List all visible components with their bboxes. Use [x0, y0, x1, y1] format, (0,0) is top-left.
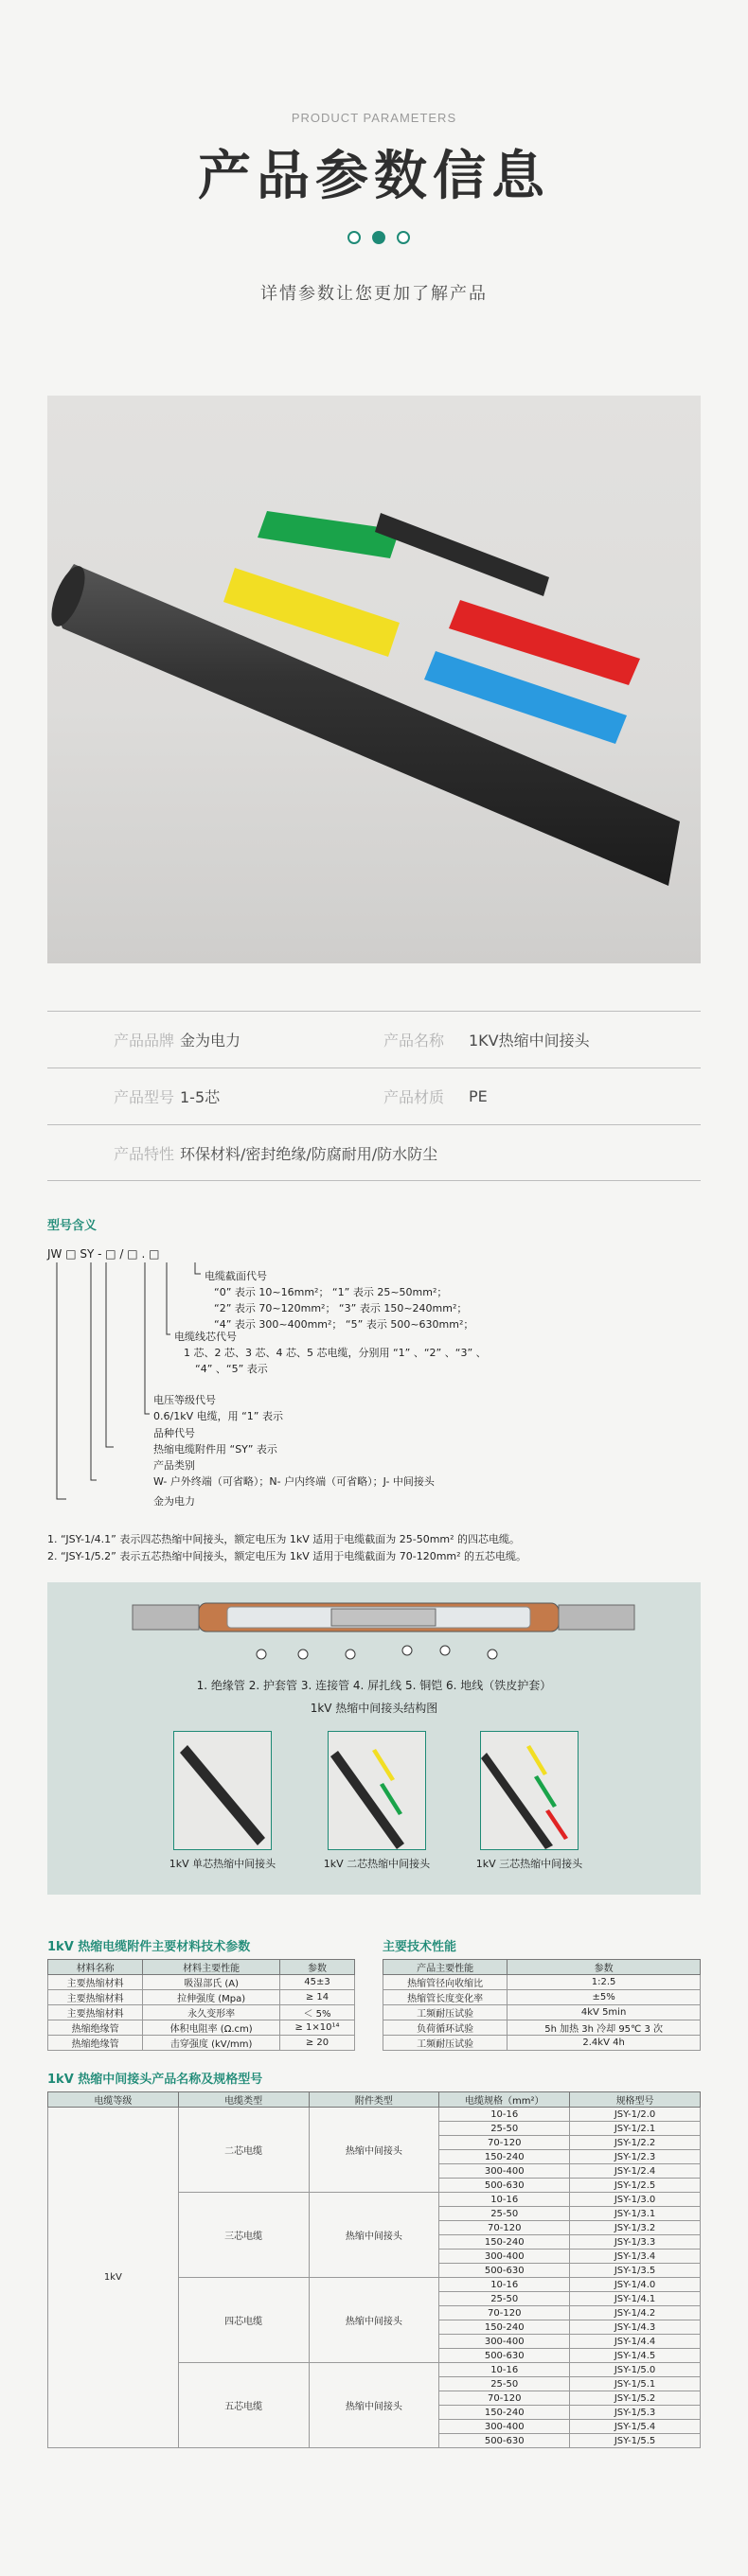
model-number: JSY-1/4.2: [570, 2306, 701, 2320]
param-key: 产品名称: [383, 1032, 445, 1050]
cable-spec: 10-16: [439, 2278, 570, 2292]
param-key: 产品特性: [114, 1144, 175, 1163]
model-number: JSY-1/4.4: [570, 2335, 701, 2349]
dot-1: [347, 231, 361, 244]
model-number: JSY-1/2.2: [570, 2136, 701, 2150]
table-row: 工频耐压试验 2.4kV 4h: [383, 2036, 701, 2051]
page-title: 产品参数信息: [198, 146, 550, 207]
model-number: JSY-1/2.4: [570, 2164, 701, 2179]
model-number: JSY-1/4.0: [570, 2278, 701, 2292]
accessory-type: 热缩中间接头: [309, 2363, 439, 2448]
three-core-photo: [480, 1731, 579, 1850]
cable-spec: 10-16: [439, 2193, 570, 2207]
th: 附件类型: [309, 2092, 439, 2108]
model-number: JSY-1/5.1: [570, 2377, 701, 2391]
param-row: [47, 1124, 701, 1181]
model-desc: 电压等级代号: [153, 1394, 216, 1406]
cable-spec: 150-240: [439, 2150, 570, 2164]
param-value: PE: [469, 1087, 488, 1105]
thumb-caption: 1kV 单芯热缩中间接头: [169, 1858, 276, 1870]
black-thin-tube: [375, 513, 549, 596]
model-desc: 品种代号: [153, 1427, 195, 1439]
model-number: JSY-1/5.2: [570, 2391, 701, 2406]
model-number: JSY-1/5.4: [570, 2420, 701, 2434]
material-table-title: 1kV 热缩电缆附件主要材料技术参数: [47, 1940, 251, 1954]
product-photo: [47, 396, 701, 963]
joint-structure-diagram: [47, 1582, 701, 1677]
table-row: 主要热缩材料 拉伸强度 (Mpa) ≥ 14: [48, 1990, 355, 2005]
th: 电缆等级: [48, 2092, 179, 2108]
model-desc: “0” 表示 10~16mm²； “1” 表示 25~50mm²；: [214, 1286, 448, 1298]
model-number: JSY-1/3.0: [570, 2193, 701, 2207]
cable-spec: 300-400: [439, 2250, 570, 2264]
model-desc: 电缆线芯代号: [174, 1331, 237, 1343]
dot-2-active: [372, 231, 385, 244]
param-value: 金为电力: [180, 1032, 241, 1050]
model-number: JSY-1/2.5: [570, 2179, 701, 2193]
cable-spec: 70-120: [439, 2221, 570, 2235]
table-row: 热缩绝缘管 击穿强度 (kV/mm) ≥ 20: [48, 2036, 355, 2051]
spec-table-title: 1kV 热缩中间接头产品名称及规格型号: [47, 2073, 263, 2087]
cable-type: 五芯电缆: [178, 2363, 309, 2448]
model-number: JSY-1/5.3: [570, 2406, 701, 2420]
model-number: JSY-1/2.3: [570, 2150, 701, 2164]
th: 参数: [508, 1960, 701, 1975]
model-notes: [47, 1531, 526, 1565]
cable-spec: 150-240: [439, 2320, 570, 2335]
accessory-type: 热缩中间接头: [309, 2278, 439, 2363]
param-value: 1-5芯: [180, 1088, 221, 1106]
cable-spec: 25-50: [439, 2207, 570, 2221]
header: [0, 0, 748, 369]
model-desc: “4” 、“5” 表示: [195, 1363, 268, 1375]
model-number: JSY-1/4.3: [570, 2320, 701, 2335]
param-key: 产品材质: [383, 1088, 445, 1106]
structure-panel: [47, 1582, 701, 1895]
section-heading: 型号含义: [47, 1219, 98, 1233]
cable-spec: 300-400: [439, 2164, 570, 2179]
table-row: 工频耐压试验 4kV 5min: [383, 2005, 701, 2020]
heat-shrink-tubes-illustration: [47, 396, 701, 963]
th: 材料主要性能: [143, 1960, 280, 1975]
cable-spec: 70-120: [439, 2136, 570, 2150]
params-table: [47, 1011, 701, 1181]
model-number: JSY-1/3.4: [570, 2250, 701, 2264]
spec-table: [47, 2091, 701, 2448]
th: 材料名称: [48, 1960, 143, 1975]
structure-labels: 1. 绝缘管 2. 护套管 3. 连接管 4. 屏扎线 5. 铜铠 6. 地线（铁皮护套）: [196, 1679, 552, 1692]
cable-spec: 500-630: [439, 2349, 570, 2363]
cable-spec: 70-120: [439, 2391, 570, 2406]
tech-table: [383, 1959, 701, 2051]
model-number: JSY-1/3.2: [570, 2221, 701, 2235]
param-row: [47, 1067, 701, 1124]
cable-spec: 300-400: [439, 2420, 570, 2434]
cable-spec: 500-630: [439, 2264, 570, 2278]
param-row: [47, 1011, 701, 1067]
th: 电缆规格（mm²）: [439, 2092, 570, 2108]
page-subtitle: 详情参数让您更加了解产品: [260, 284, 488, 304]
cable-spec: 10-16: [439, 2363, 570, 2377]
th: 电缆类型: [178, 2092, 309, 2108]
table-row: 热缩管径向收缩比 1:2.5: [383, 1975, 701, 1990]
table-row: 主要热缩材料 吸湿部氏 (A) 45±3: [48, 1975, 355, 1990]
cable-spec: 10-16: [439, 2108, 570, 2122]
cable-spec: 500-630: [439, 2179, 570, 2193]
note-line: 2. “JSY-1/5.2” 表示五芯热缩中间接头，额定电压为 1kV 适用于电缆截面为 70-120mm² 的五芯电缆。: [47, 1550, 527, 1562]
table-row: 负荷循环试验 5h 加热 3h 冷却 95℃ 3 次: [383, 2020, 701, 2036]
model-desc: 电缆截面代号: [205, 1270, 267, 1282]
material-table: [47, 1959, 355, 2051]
model-number: JSY-1/3.3: [570, 2235, 701, 2250]
model-number: JSY-1/3.5: [570, 2264, 701, 2278]
model-desc: 0.6/1kV 电缆，用 “1” 表示: [153, 1410, 283, 1422]
param-key: 产品型号: [114, 1088, 175, 1106]
cable-spec: 500-630: [439, 2434, 570, 2448]
accessory-type: 热缩中间接头: [309, 2193, 439, 2278]
eyebrow-text: PRODUCT PARAMETERS: [291, 111, 457, 125]
th: 参数: [280, 1960, 355, 1975]
model-desc: 热缩电缆附件用 “SY” 表示: [153, 1443, 277, 1456]
cable-spec: 150-240: [439, 2406, 570, 2420]
cable-spec: 25-50: [439, 2377, 570, 2391]
table-row: 热缩绝缘管 体积电阻率 (Ω.cm) ≥ 1×10¹⁴: [48, 2020, 355, 2036]
table-row: [48, 2108, 701, 2122]
green-tube: [258, 511, 400, 558]
model-code: JW □ SY - □ / □ . □: [47, 1247, 160, 1261]
model-desc: “4” 表示 300~400mm²； “5” 表示 500~630mm²；: [214, 1318, 474, 1331]
dot-3: [397, 231, 410, 244]
model-number: JSY-1/4.1: [570, 2292, 701, 2306]
model-desc: “2” 表示 70~120mm²； “3” 表示 150~240mm²；: [214, 1302, 468, 1314]
model-number: JSY-1/5.5: [570, 2434, 701, 2448]
param-value: 环保材料/密封绝缘/防腐耐用/防水防尘: [180, 1144, 438, 1163]
cable-spec: 25-50: [439, 2292, 570, 2306]
model-desc: 1 芯、2 芯、3 芯、4 芯、5 芯电缆，分别用 “1” 、“2” 、“3” 、: [184, 1347, 487, 1359]
cable-spec: 300-400: [439, 2335, 570, 2349]
model-number: JSY-1/2.0: [570, 2108, 701, 2122]
pagination-dots: [347, 231, 410, 244]
param-value: 1KV热缩中间接头: [469, 1032, 590, 1050]
model-number: JSY-1/3.1: [570, 2207, 701, 2221]
tech-table-title: 主要技术性能: [383, 1940, 457, 1954]
cable-type: 三芯电缆: [178, 2193, 309, 2278]
cable-spec: 150-240: [439, 2235, 570, 2250]
th: 产品主要性能: [383, 1960, 508, 1975]
cable-level: 1kV: [48, 2108, 179, 2448]
model-meaning: [47, 1215, 701, 1527]
table-row: 热缩管长度变化率 ±5%: [383, 1990, 701, 2005]
model-desc: 金为电力: [153, 1495, 195, 1508]
cable-spec: 70-120: [439, 2306, 570, 2320]
model-number: JSY-1/2.1: [570, 2122, 701, 2136]
cable-type: 二芯电缆: [178, 2108, 309, 2193]
note-line: 1. “JSY-1/4.1” 表示四芯热缩中间接头，额定电压为 1kV 适用于电缆截面为 25-50mm² 的四芯电缆。: [47, 1533, 521, 1545]
model-desc: W- 户外终端（可省略）；N- 户内终端（可省略）；J- 中间接头: [153, 1475, 435, 1488]
model-number: JSY-1/4.5: [570, 2349, 701, 2363]
cable-type: 四芯电缆: [178, 2278, 309, 2363]
accessory-type: 热缩中间接头: [309, 2108, 439, 2193]
model-desc: 产品类别: [153, 1459, 195, 1472]
param-key: 产品品牌: [114, 1032, 175, 1050]
model-number: JSY-1/5.0: [570, 2363, 701, 2377]
thumb-caption: 1kV 二芯热缩中间接头: [323, 1858, 431, 1870]
structure-caption: 1kV 热缩中间接头结构图: [310, 1702, 438, 1715]
cable-spec: 25-50: [439, 2122, 570, 2136]
two-core-photo: [328, 1731, 426, 1850]
table-row: 主要热缩材料 永久变形率 ＜ 5%: [48, 2005, 355, 2020]
single-core-photo: [173, 1731, 272, 1850]
thumb-caption: 1kV 三芯热缩中间接头: [475, 1858, 583, 1870]
th: 规格型号: [570, 2092, 701, 2108]
